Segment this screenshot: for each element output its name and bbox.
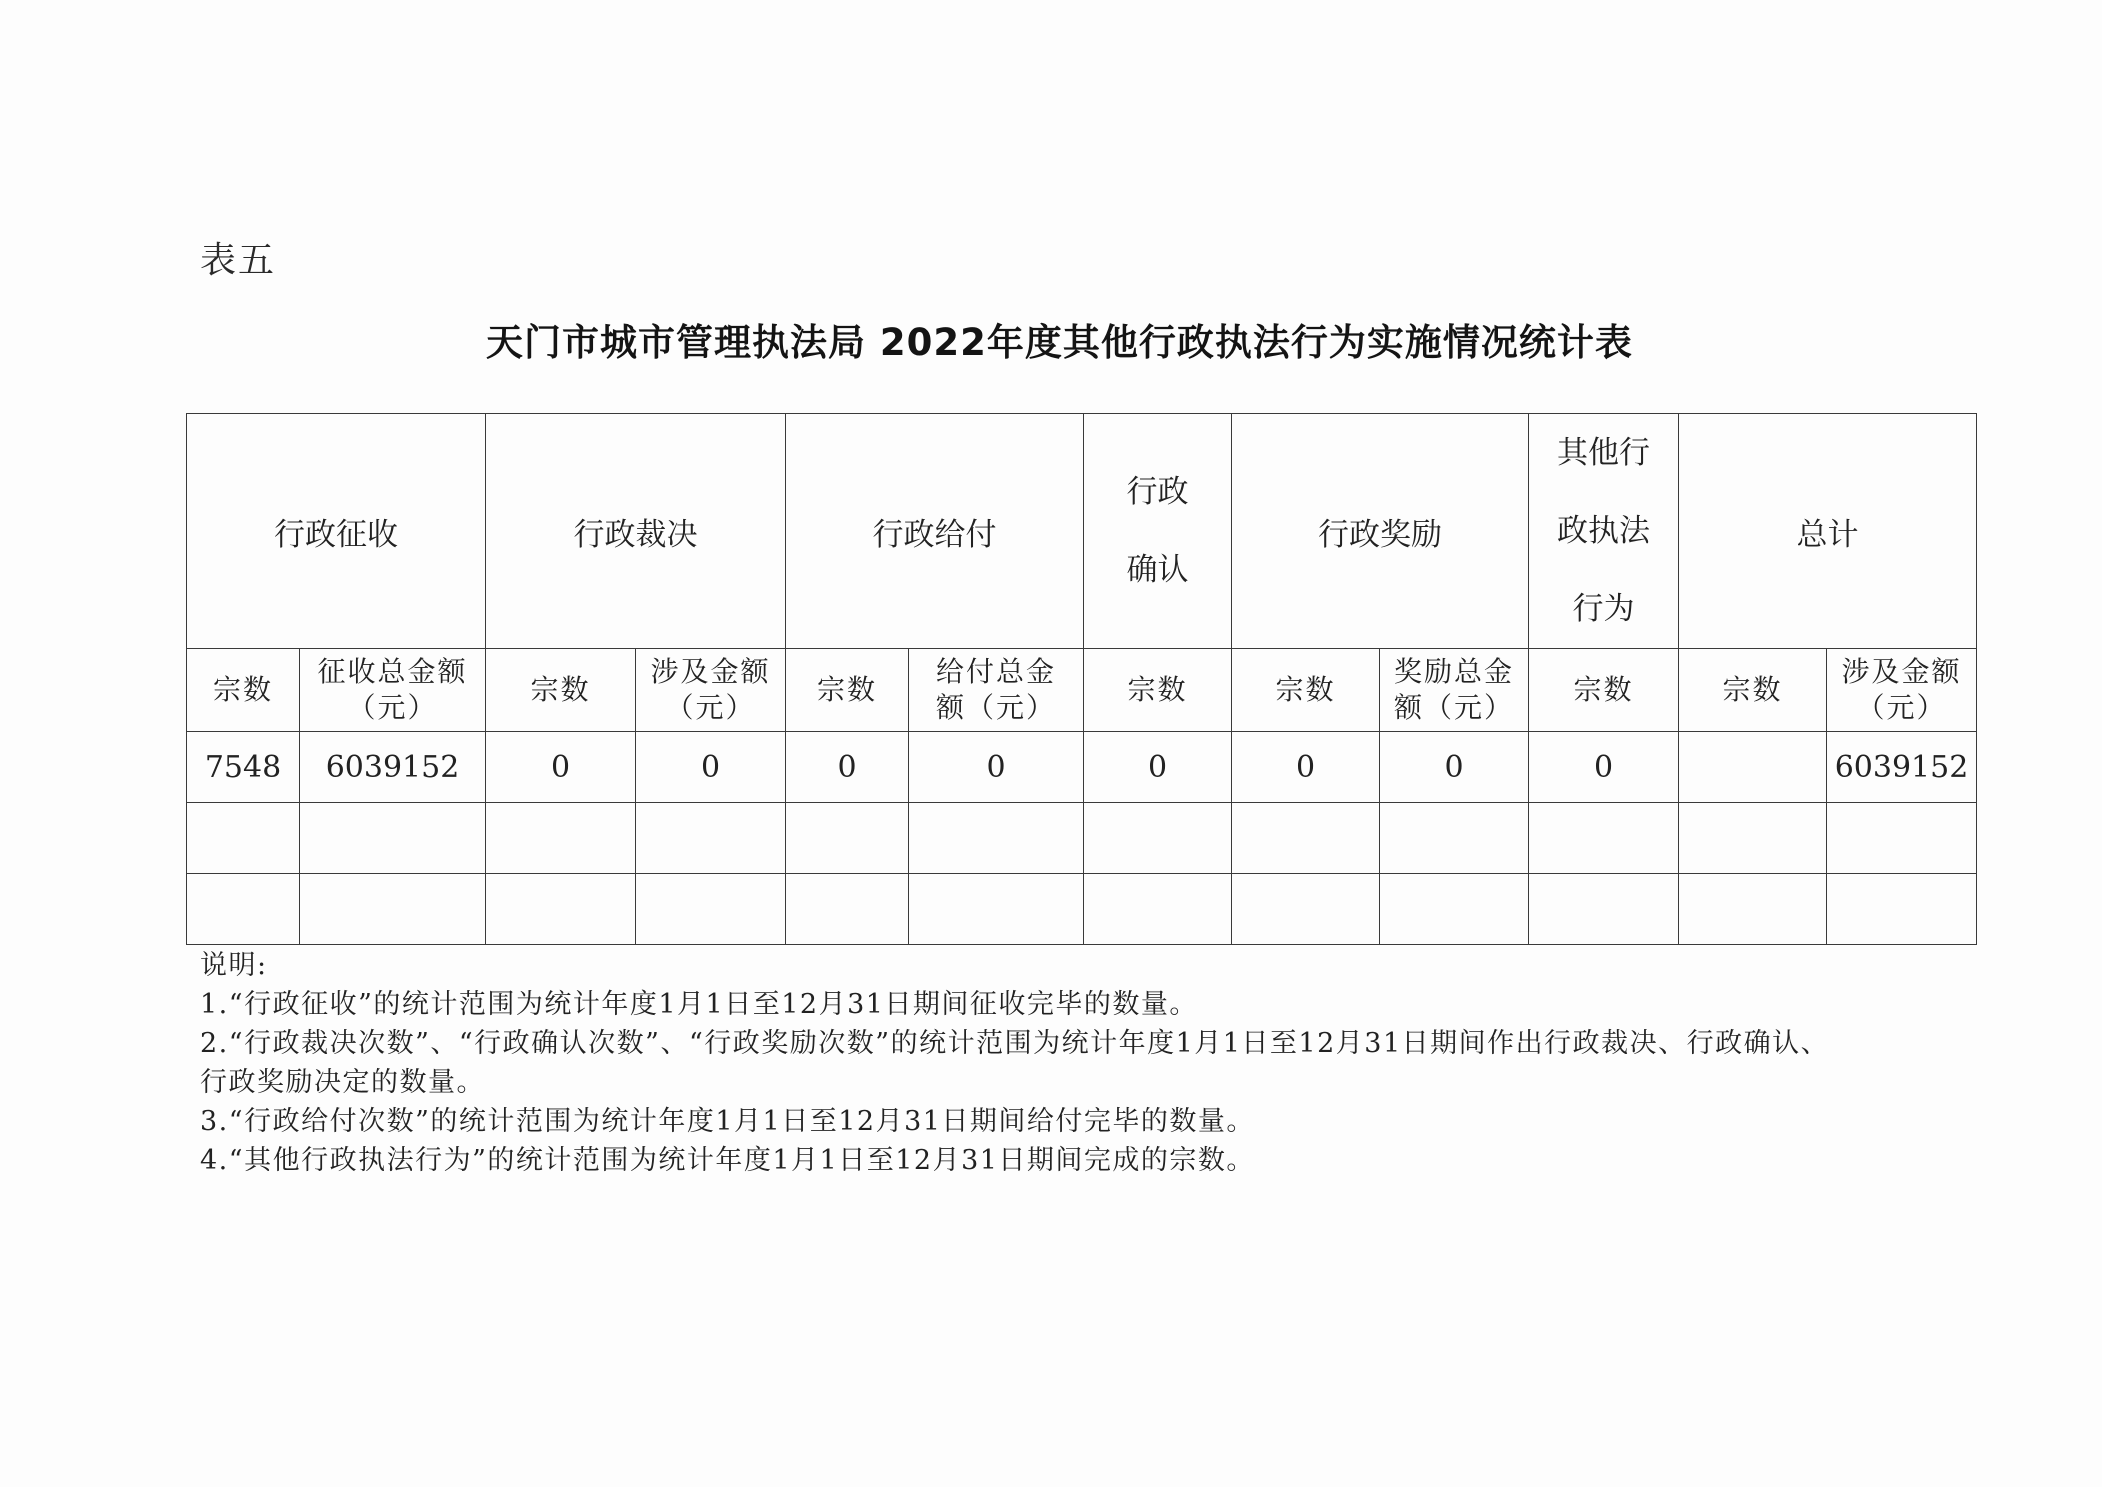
header-cell	[786, 414, 1084, 649]
table-cell	[486, 874, 636, 945]
table-cell	[1827, 803, 1977, 874]
top-header-row	[187, 414, 1977, 649]
header-cell	[187, 414, 486, 649]
header-line: 行政奖励	[1318, 516, 1442, 553]
table-cell	[786, 803, 909, 874]
sub-header-cell	[1679, 649, 1827, 732]
table-cell	[486, 803, 636, 874]
notes-heading: 说明:	[200, 950, 268, 981]
sub-header-line: 额（元）	[935, 691, 1056, 724]
table-cell	[1232, 803, 1380, 874]
sub-header-line: 宗数	[1127, 673, 1188, 706]
table-cell	[909, 803, 1084, 874]
table-cell	[300, 803, 486, 874]
table-cell	[1232, 874, 1380, 945]
header-line: 政执法	[1557, 513, 1650, 549]
sub-header-cell	[486, 649, 636, 732]
table-cell: 0	[1084, 732, 1232, 803]
header-cell	[1529, 414, 1679, 649]
table-cell	[1529, 874, 1679, 945]
table-cell: 6039152	[300, 732, 486, 803]
table-row	[187, 874, 1977, 945]
note-line: 行政奖励决定的数量。	[200, 1067, 485, 1098]
sub-header-cell	[1827, 649, 1977, 732]
sub-header-line: 宗数	[1275, 673, 1336, 706]
header-line: 行为	[1572, 591, 1635, 627]
table-cell: 0	[636, 732, 786, 803]
table-cell: 0	[1232, 732, 1380, 803]
header-cell	[1232, 414, 1529, 649]
table-cell	[909, 874, 1084, 945]
sub-header-line: （元）	[347, 691, 438, 724]
sub-header-line: 宗数	[212, 673, 273, 706]
table-cell	[187, 874, 300, 945]
table-cell	[1679, 732, 1827, 803]
table-cell	[187, 803, 300, 874]
sub-header-cell	[1084, 649, 1232, 732]
header-cell	[486, 414, 786, 649]
sub-header-line: 额（元）	[1393, 691, 1514, 724]
sub-header-line: 奖励总金	[1393, 655, 1514, 688]
note-line: 2.“行政裁决次数”、“行政确认次数”、“行政奖励次数”的统计范围为统计年度1月1日至12月31日期间作出行政裁决、行政确认、	[200, 1028, 1830, 1059]
table-cell: 7548	[187, 732, 300, 803]
table-cell	[300, 874, 486, 945]
table-cell	[636, 874, 786, 945]
sub-header-line: 宗数	[1722, 673, 1783, 706]
sub-header-cell	[300, 649, 486, 732]
sub-header-cell	[786, 649, 909, 732]
table-row	[187, 803, 1977, 874]
sub-header-line: 宗数	[816, 673, 877, 706]
table-cell: 0	[1380, 732, 1529, 803]
header-line: 行政	[1126, 474, 1189, 510]
table-cell	[1380, 803, 1529, 874]
table-cell	[636, 803, 786, 874]
header-line: 其他行	[1557, 435, 1650, 471]
table-cell: 0	[486, 732, 636, 803]
table-cell: 0	[1529, 732, 1679, 803]
header-line: 行政裁决	[573, 516, 698, 553]
table-cell: 0	[786, 732, 909, 803]
table-cell	[1084, 803, 1232, 874]
table-cell	[786, 874, 909, 945]
sub-header-line: （元）	[665, 691, 756, 724]
table-cell	[1679, 803, 1827, 874]
table-cell: 0	[909, 732, 1084, 803]
sub-header-cell	[1380, 649, 1529, 732]
sub-header-cell	[636, 649, 786, 732]
table-cell	[1679, 874, 1827, 945]
table-row	[187, 732, 1977, 803]
header-cell	[1084, 414, 1232, 649]
header-line: 行政征收	[274, 516, 398, 553]
header-cell	[1679, 414, 1977, 649]
sub-header-cell	[1529, 649, 1679, 732]
table-cell	[1529, 803, 1679, 874]
sub-header-line: 宗数	[1573, 673, 1634, 706]
sub-header-line: （元）	[1856, 691, 1947, 724]
sub-header-line: 涉及金额	[650, 655, 771, 688]
sub-header-line: 征收总金额	[317, 655, 468, 688]
notes-section	[200, 946, 1990, 1180]
document-title: 天门市城市管理执法局 2022年度其他行政执法行为实施情况统计表	[486, 321, 1633, 364]
sub-header-cell	[187, 649, 300, 732]
sub-header-row	[187, 649, 1977, 732]
header-line: 确认	[1126, 552, 1189, 588]
note-line: 1.“行政征收”的统计范围为统计年度1月1日至12月31日期间征收完毕的数量。	[200, 989, 1198, 1020]
table-label: 表五	[200, 240, 277, 281]
table-cell	[1827, 874, 1977, 945]
sub-header-cell	[1232, 649, 1380, 732]
table-cell: 6039152	[1827, 732, 1977, 803]
header-line: 总计	[1796, 516, 1859, 553]
table-cell	[1380, 874, 1529, 945]
note-line: 3.“行政给付次数”的统计范围为统计年度1月1日至12月31日期间给付完毕的数量。	[200, 1106, 1255, 1137]
header-line: 行政给付	[872, 516, 997, 553]
statistics-table	[186, 413, 1977, 945]
sub-header-cell	[909, 649, 1084, 732]
sub-header-line: 涉及金额	[1841, 655, 1962, 688]
table-cell	[1084, 874, 1232, 945]
sub-header-line: 宗数	[530, 673, 591, 706]
sub-header-line: 给付总金	[935, 655, 1056, 688]
note-line: 4.“其他行政执法行为”的统计范围为统计年度1月1日至12月31日期间完成的宗数。	[200, 1145, 1255, 1176]
